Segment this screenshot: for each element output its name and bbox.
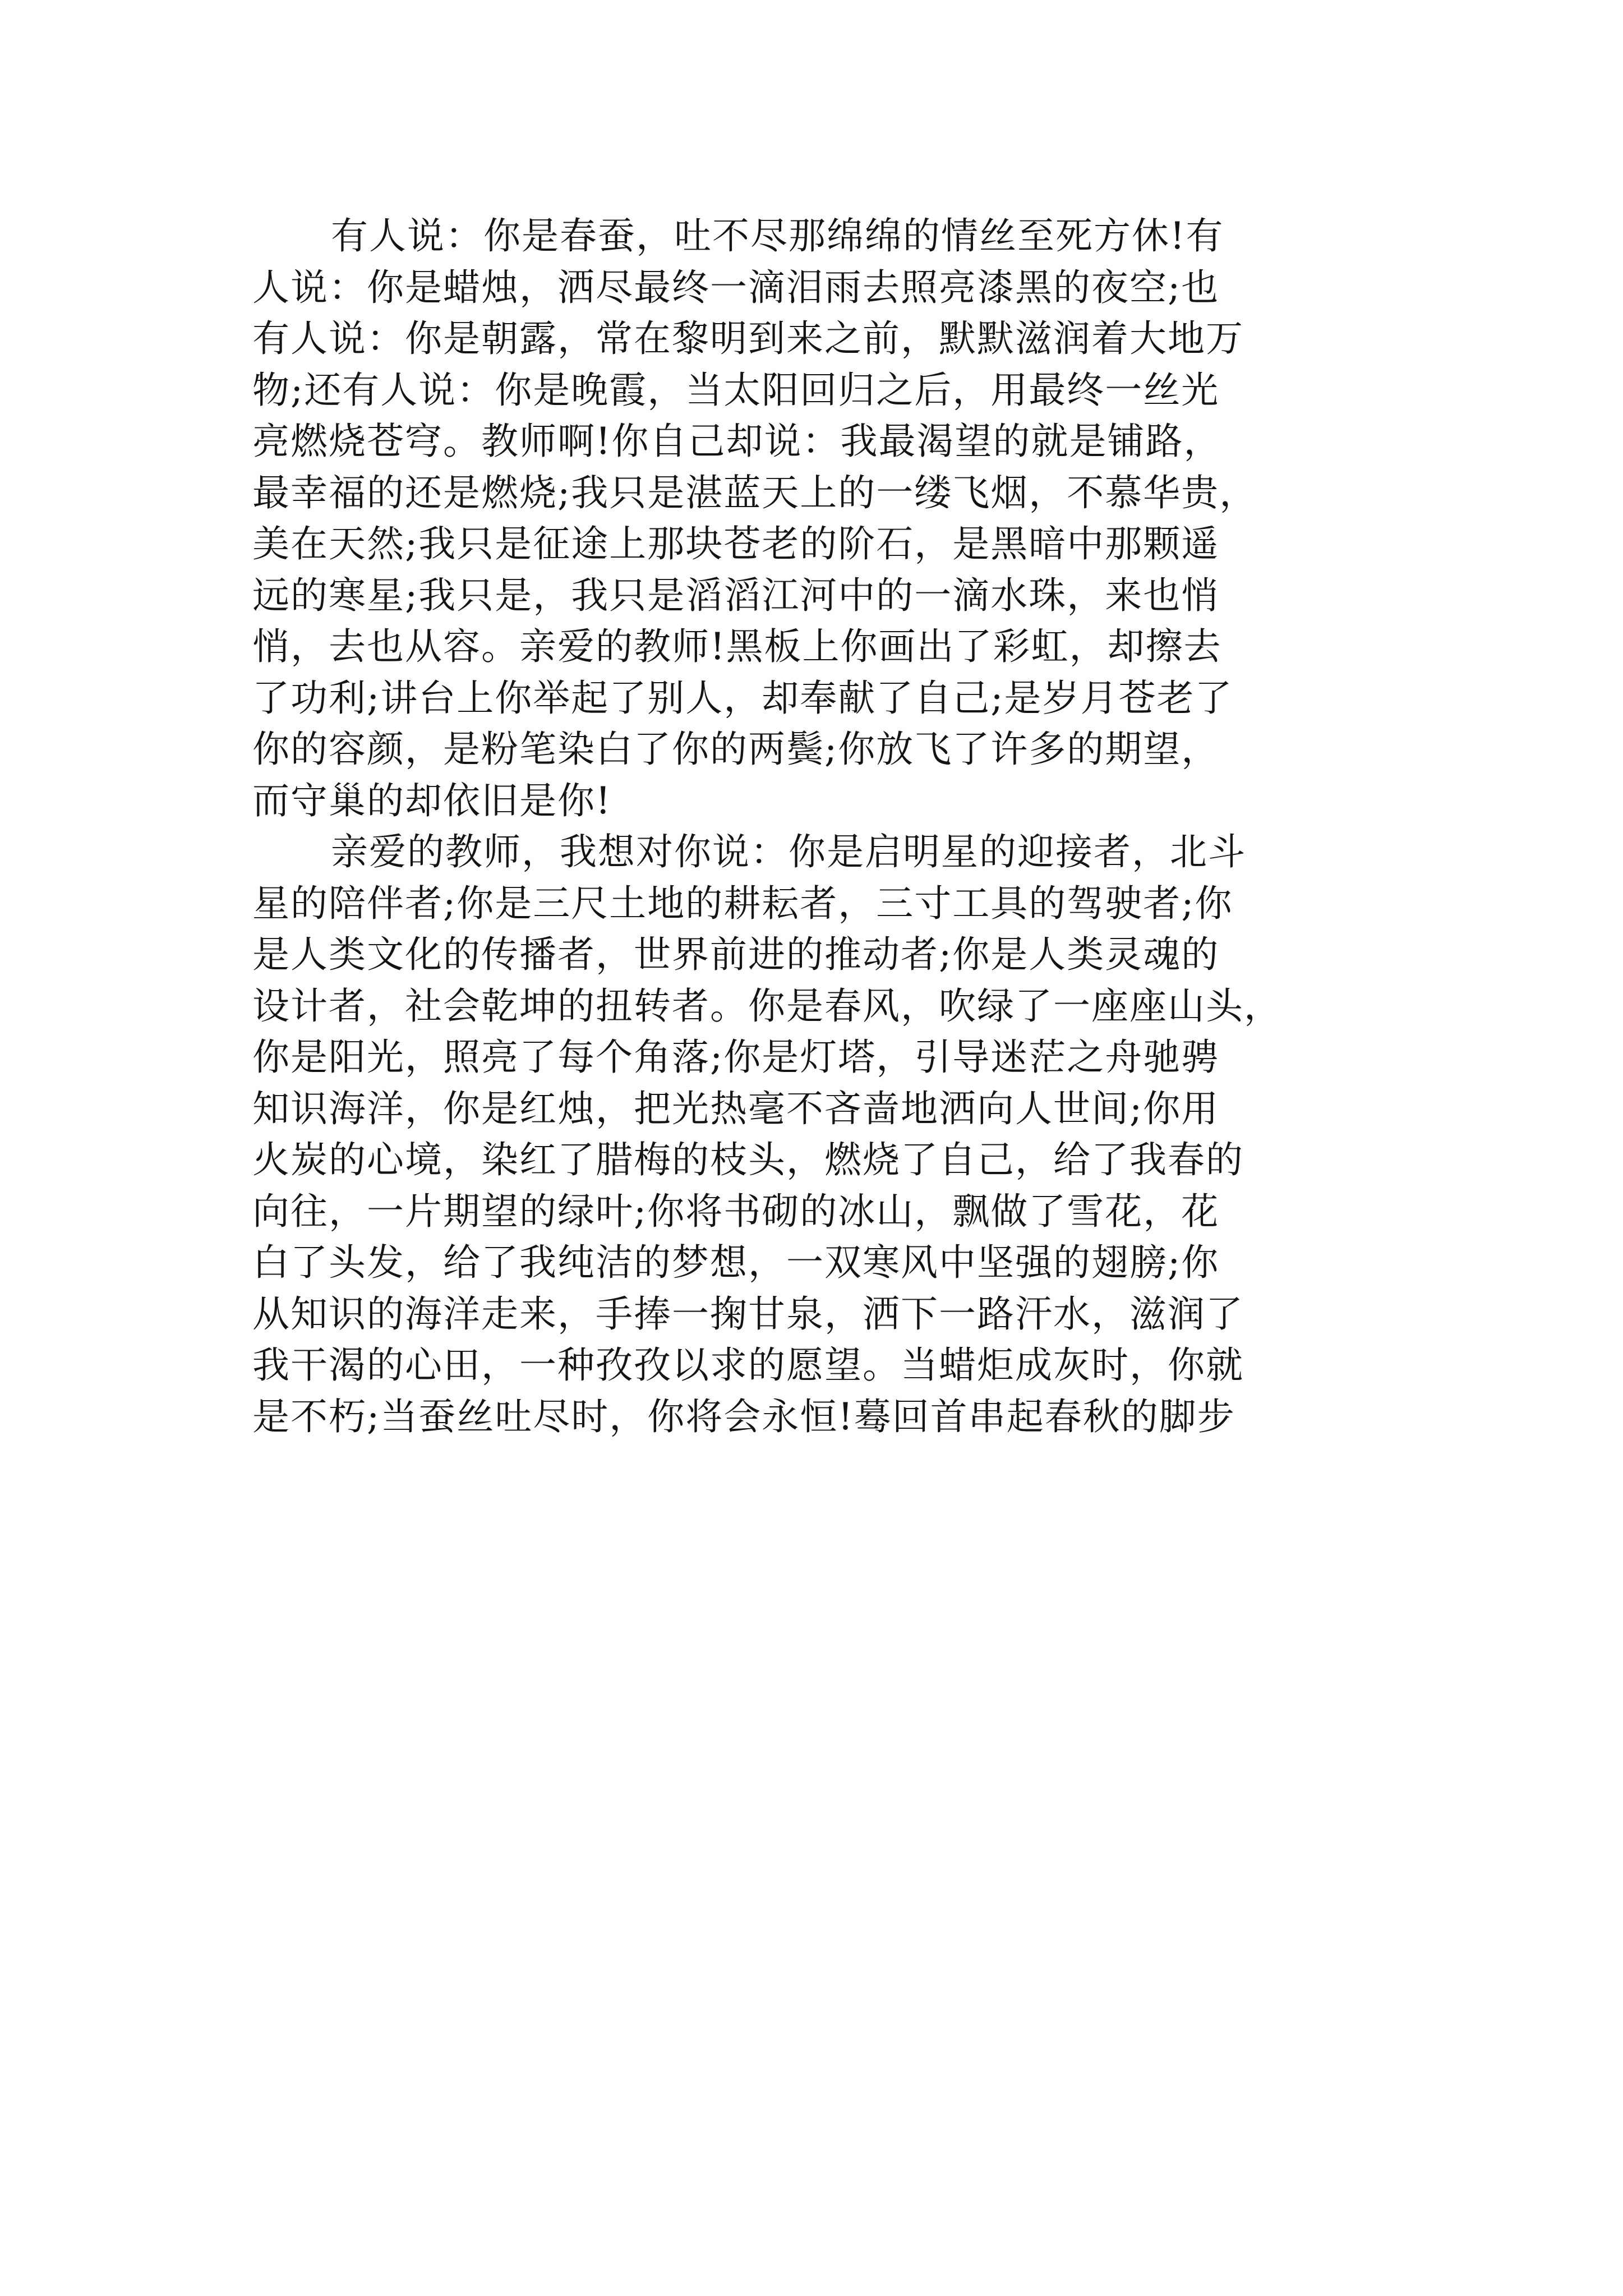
text-line: 远的寒星;我只是，我只是滔滔江河中的一滴水珠，来也悄 [252, 573, 1220, 617]
text-line: 亮燃烧苍穹。教师啊!你自己却说：我最渴望的就是铺路， [252, 420, 1222, 463]
text-line: 知识海洋，你是红烛，把光热毫不吝啬地洒向人世间;你用 [252, 1087, 1220, 1130]
text-line: 美在天然;我只是征途上那块苍老的阶石，是黑暗中那颗遥 [252, 522, 1220, 565]
text-line: 最幸福的还是燃烧;我只是湛蓝天上的一缕飞烟，不慕华贵， [252, 471, 1258, 514]
text-line: 有人说：你是朝露，常在黎明到来之前，默默滋润着大地万 [252, 317, 1244, 360]
text-line: 了功利;讲台上你举起了别人，却奉献了自己;是岁月苍老了 [252, 676, 1233, 720]
document-body [252, 210, 1402, 1442]
text-line: 火炭的心境，染红了腊梅的枝头，燃烧了自己，给了我春的 [252, 1138, 1244, 1181]
text-line: 白了头发，给了我纯洁的梦想，一双寒风中坚强的翅膀;你 [252, 1241, 1220, 1284]
text-line: 有人说：你是春蚕，吐不尽那绵绵的情丝至死方休!有 [331, 214, 1224, 257]
text-line: 人说：你是蜡烛，洒尽最终一滴泪雨去照亮漆黑的夜空;也 [252, 265, 1220, 309]
text-line: 你的容颜，是粉笔染白了你的两鬓;你放飞了许多的期望， [252, 728, 1220, 771]
text-line: 向往，一片期望的绿叶;你将书砌的冰山，飘做了雪花，花 [252, 1189, 1220, 1233]
text-line: 星的陪伴者;你是三尺土地的耕耘者，三寸工具的驾驶者;你 [252, 881, 1233, 925]
paragraph-2 [252, 826, 1402, 1442]
text-line: 而守巢的却依旧是你! [252, 779, 612, 822]
text-line: 设计者，社会乾坤的扭转者。你是春风，吹绿了一座座山头， [252, 984, 1282, 1028]
text-line: 悄，去也从容。亲爱的教师!黑板上你画出了彩虹，却擦去 [252, 625, 1222, 668]
text-line: 是人类文化的传播者，世界前进的推动者;你是人类灵魂的 [252, 933, 1220, 976]
text-line: 是不朽;当蚕丝吐尽时，你将会永恒!蓦回首串起春秋的脚步 [252, 1395, 1235, 1438]
paragraph-1 [252, 210, 1402, 826]
text-line: 物;还有人说：你是晚霞，当太阳回归之后，用最终一丝光 [252, 368, 1220, 412]
text-line: 亲爱的教师，我想对你说：你是启明星的迎接者，北斗 [331, 830, 1246, 873]
text-line: 从知识的海洋走来，手捧一掬甘泉，洒下一路汗水，滋润了 [252, 1292, 1244, 1336]
text-line: 你是阳光，照亮了每个角落;你是灯塔，引导迷茫之舟驰骋 [252, 1036, 1220, 1079]
text-line: 我干渴的心田，一种孜孜以求的愿望。当蜡炬成灰时，你就 [252, 1343, 1244, 1387]
